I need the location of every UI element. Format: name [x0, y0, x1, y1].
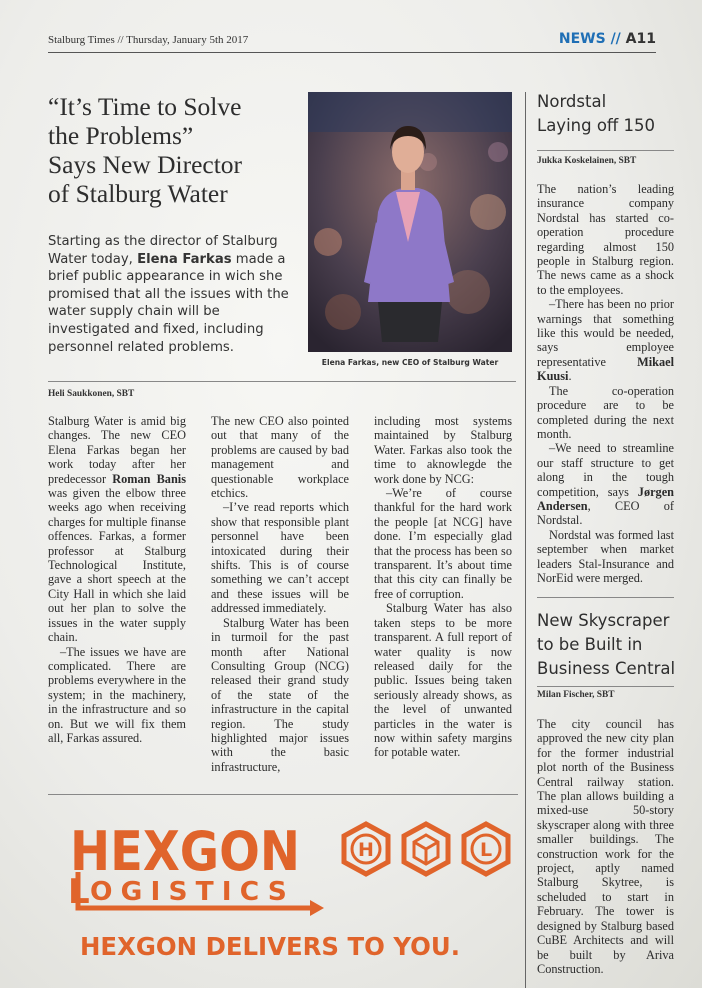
headline-line: “It’s Time to Solve: [48, 92, 242, 121]
paragraph: [48, 414, 186, 645]
headline-line: of Stalburg Water: [48, 179, 228, 208]
ceo-photo: [308, 92, 512, 352]
paragraph: Nordstal was formed last september when market leaders Stal-Insurance and NorEid were merged.: [537, 527, 674, 585]
headline-line: Laying off 150: [537, 116, 656, 135]
main-byline-rule: [48, 381, 516, 382]
paragraph: [537, 297, 674, 383]
ad-brand-bottom: OGISTICS: [90, 877, 295, 907]
side1-rule: [537, 150, 674, 151]
paragraph: –The issues we have are complicated. There are problems everywhere in the system; in the machinery, in the infrastructure and so on. But we will fix them all, Farkas assured.: [48, 644, 186, 745]
headline-line: Nordstal: [537, 92, 607, 111]
photo-caption: Elena Farkas, new CEO of Stalburg Water: [321, 358, 499, 367]
paragraph: Stalburg Water has been in turmoil for the past month after National Consulting Group (NCG) released their grand study of the state of the infrastructure in the capital region. The study highlighted major issues with the basic infrastructure,: [211, 615, 349, 774]
side1-headline: [537, 90, 677, 138]
paragraph: The nation’s leading insurance company Nordstal has started co-operation procedure regarding almost 150 people in Stalburg region. The news came as a shock to the employees.: [537, 182, 674, 297]
hex-letter: H: [358, 839, 374, 861]
section-separator: //: [610, 31, 621, 47]
lede-name: Elena Farkas: [137, 251, 232, 267]
side2-headline: [537, 609, 677, 681]
side2-top-rule: [537, 597, 674, 598]
main-lede: [48, 233, 300, 356]
main-article-column-1: [48, 414, 186, 745]
masthead: [48, 31, 656, 51]
text: –We need to streamline our staff structure to get along in the tough competition, says: [537, 441, 674, 499]
text: was given the elbow three weeks ago when receiving charges for multiple finanse offences. Farkas, a former professor at Stalburg Technological Institute, gave a short speech at the City Hall in which she laid out her plan to solve the issues in the water supply chain.: [48, 486, 186, 645]
paragraph: The new CEO also pointed out that many of the problems are caused by bad management and questionable workplace etchics.: [211, 414, 349, 501]
masthead-rule: [48, 52, 656, 53]
text: , CEO of Nordstal.: [537, 498, 674, 528]
paragraph: The co-operation procedure are to be completed during the next month.: [537, 383, 674, 441]
hex-letter: L: [479, 839, 493, 861]
masthead-section: [559, 31, 656, 47]
hex-icon-h: [344, 824, 388, 874]
bold-name: Jørgen Andersen: [537, 484, 674, 513]
lede-text: Starting as the director of Stalburg Water today,: [48, 234, 278, 267]
ad-arrow-head: [310, 900, 324, 916]
main-article-column-2: [211, 414, 349, 774]
text: .: [568, 369, 572, 384]
side1-byline: Jukka Koskelainen, SBT: [537, 156, 637, 166]
photo-illustration: [308, 92, 512, 352]
side2-body: [537, 717, 674, 976]
paragraph: –We’re of course thankful for the hard work the people [at NCG] have done. I’m especially glad that the process has been so transparent. It’s about time that this city can finally be free of corruption.: [374, 486, 512, 601]
main-byline: Heli Saukkonen, SBT: [48, 389, 135, 399]
text: –There has been no prior warnings that something like this would be needed, says employee representative: [537, 297, 674, 369]
main-article-column-3: [374, 414, 512, 760]
side2-byline: Milan Fischer, SBT: [537, 690, 615, 700]
paragraph: including most systems maintained by Stalburg Water. Farkas also took the time to aknowlegde the work done by NCG:: [374, 414, 512, 486]
paragraph: The city council has approved the new city plan for the former industrial plot north of the Business Central railway station. The plan allows building a mixed-use 50-story skyscraper along with three smaller buildings. The construction work for the project, aptly named Stalburg Skytree, is scheluded to start in February. The tower is designed by Stalburg based CuBE Architects and will be built by Ariva Construction.: [537, 717, 674, 976]
hex-icon-l: [464, 824, 508, 874]
section-label: NEWS: [558, 31, 606, 47]
headline-line: Business Central: [537, 659, 676, 678]
headline-line: New Skyscraper: [537, 611, 670, 630]
headline-line: to be Built in: [537, 635, 643, 654]
ad-tagline: HEXGON DELIVERS TO YOU.: [80, 932, 460, 961]
paragraph: –I’ve read reports which show that responsible plant personnel have been intoxicated during their shifts. This is of course something we can’t accept and these issues will be addressed immediately.: [211, 500, 349, 616]
headline-line: the Problems”: [48, 121, 194, 150]
headline-line: Says New Director: [48, 150, 243, 179]
box-icon: [404, 824, 448, 874]
bold-name: Roman Banis: [112, 471, 186, 486]
side1-body: [537, 182, 674, 585]
page-number: A11: [625, 31, 656, 47]
bold-name: Mikael Kuusi: [537, 354, 674, 384]
masthead-date: Stalburg Times // Thursday, January 5th 2017: [48, 34, 249, 46]
main-headline: [48, 92, 296, 208]
paragraph: Stalburg Water has also taken steps to be more transparent. A full report of water quality is now released daily for the public. Issues being taken seriously already shows, as the level of unwanted particles in the water is now within safety margins for potable water.: [374, 601, 512, 760]
sidebar-divider: [525, 92, 526, 988]
text: Stalburg Water is amid big changes. The new CEO Elena Farkas began her work today after her predecessor: [48, 414, 186, 486]
hexgon-ad-graphic: [48, 800, 518, 980]
ad-top-rule: [48, 794, 518, 795]
paragraph: [537, 441, 674, 527]
ad-brand-top: HEXGON: [70, 820, 300, 883]
hexgon-logistics-ad: [48, 800, 518, 980]
lede-text: made a brief public appearance in wich she promised that all the issues with the water supply chain will be investigated and fixed, including personnel related problems.: [48, 251, 289, 355]
side2-rule: [537, 686, 674, 687]
ad-brand-initial: L: [68, 872, 90, 912]
